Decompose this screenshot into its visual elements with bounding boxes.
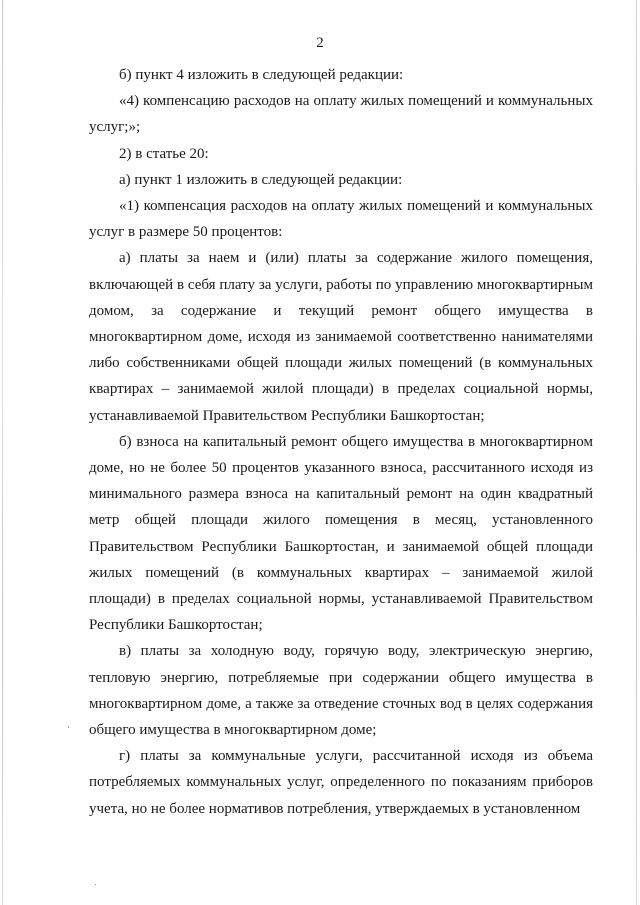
document-body (89, 62, 593, 822)
page-number: 2 (316, 35, 324, 51)
paragraph-item-a-point-1: а) пункт 1 изложить в следующей редакции: (119, 171, 403, 188)
paragraph-article-20: 2) в статье 20: (119, 145, 209, 162)
paragraph-subitem-a: а) платы за наем и (или) платы за содержание жилого помещения, включающей в себя плату за услуги, работы по управлению многоквартирным домом, за содержание и текущий ремонт общего имущества в многоквартирном доме, исходя из занимаемой соответственно нанимателями либо собственниками общей площади жилых помещений (в коммунальных квартирах – занимаемой жилой площади) в пределах социальной нормы, устанавливаемой Правительством Республики Башкортостан; (89, 250, 593, 424)
paragraph-subitem-b: б) взноса на капитальный ремонт общего имущества в многоквартирном доме, но не более 50 процентов указанного взноса, рассчитанного исходя из минимального размера взноса на капитальный ремонт на один квадратный метр общей площади жилого помещения в месяц, установленного Правительством Республики Башкортостан, и занимаемой общей площади жилых помещений (в коммунальных квартирах – занимаемой жилой площади) в пределах социальной нормы, устанавливаемой Правительством Республики Башкортостан; (89, 433, 593, 634)
paragraph-subitem-v: в) платы за холодную воду, горячую воду, электрическую энергию, тепловую энергию, потребляемые при содержании общего имущества в многоквартирном доме, а также за отведение сточных вод в целях содержания общего имущества в многоквартирном доме; (89, 643, 593, 739)
paragraph-item-b-point-4: б) пункт 4 изложить в следующей редакции: (119, 67, 404, 83)
scan-edge-left (2, 0, 3, 905)
paragraph-point-1-text: «1) компенсация расходов на оплату жилых помещений и коммунальных услуг в размере 50 процентов: (89, 198, 593, 241)
scan-speck (68, 726, 69, 728)
scan-edge-right (636, 0, 637, 905)
scan-speck (95, 884, 96, 885)
paragraph-point-4-text: «4) компенсацию расходов на оплату жилых помещений и коммунальных услуг;»; (89, 93, 593, 136)
paragraph-subitem-g: г) платы за коммунальные услуги, рассчитанной исходя из объема потребляемых коммунальных услуг, определенного по показаниям приборов учета, но не более нормативов потребления, утверждаемых в установленном (89, 748, 593, 817)
